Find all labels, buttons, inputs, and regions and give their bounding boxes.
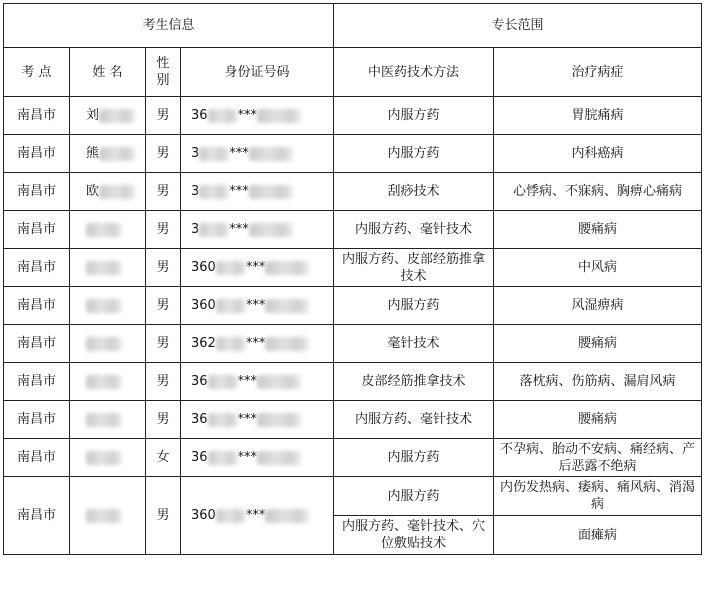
- cell-site: 南昌市: [4, 439, 70, 477]
- id-mask-asterisks: ***: [237, 412, 258, 427]
- cell-gender: 男: [146, 211, 181, 249]
- cell-site: 南昌市: [4, 173, 70, 211]
- cell-name: [70, 477, 146, 555]
- id-redaction-blur-left: [208, 109, 238, 123]
- table-row: [4, 287, 702, 325]
- cell-site: 南昌市: [4, 211, 70, 249]
- id-redaction-blur-left: [208, 375, 238, 389]
- id-mask-asterisks: ***: [245, 298, 266, 313]
- id-redaction-blur-left: [216, 337, 246, 351]
- column-header-site: 考 点: [4, 48, 70, 97]
- group-header-specialty-scope: 专长范围: [334, 4, 702, 48]
- id-mask-asterisks: ***: [229, 184, 249, 199]
- name-visible-fragment: 欧: [86, 184, 100, 199]
- group-header-row: [4, 4, 702, 48]
- id-redaction-blur-left: [199, 147, 229, 161]
- cell-treated-disease: 落枕病、伤筋病、漏肩风病: [494, 363, 702, 401]
- cell-id-number: [181, 287, 334, 325]
- examinee-table: [3, 3, 702, 555]
- id-mask-asterisks: ***: [245, 260, 266, 275]
- id-mask-asterisks: ***: [237, 450, 258, 465]
- cell-site: 南昌市: [4, 363, 70, 401]
- cell-id-number: [181, 439, 334, 477]
- cell-gender: 男: [146, 97, 181, 135]
- id-redaction-blur-left: [199, 185, 229, 199]
- cell-tcm-method: 内服方药: [334, 439, 494, 477]
- cell-id-number: [181, 325, 334, 363]
- name-redaction-blur: [86, 223, 122, 237]
- cell-id-number: [181, 135, 334, 173]
- id-visible-fragment: 3: [191, 222, 200, 237]
- cell-id-number: [181, 363, 334, 401]
- cell-site: 南昌市: [4, 477, 70, 555]
- id-redaction-blur-right: [257, 375, 301, 389]
- cell-tcm-method: 皮部经筋推拿技术: [334, 363, 494, 401]
- id-redaction-blur-left: [216, 261, 246, 275]
- column-header-id-number: 身份证号码: [181, 48, 334, 97]
- name-redaction-blur: [86, 261, 122, 275]
- name-redaction-blur: [99, 109, 135, 123]
- cell-gender: 男: [146, 401, 181, 439]
- cell-tcm-method: 内服方药、皮部经筋推拿技术: [334, 249, 494, 287]
- cell-site: 南昌市: [4, 249, 70, 287]
- group-header-examinee-info: 考生信息: [4, 4, 334, 48]
- id-redaction-blur-left: [199, 223, 229, 237]
- name-redaction-blur: [86, 509, 122, 523]
- id-mask-asterisks: ***: [229, 222, 249, 237]
- cell-site: 南昌市: [4, 287, 70, 325]
- cell-gender: 女: [146, 439, 181, 477]
- column-header-name: 姓 名: [70, 48, 146, 97]
- column-header-tcm-method: 中医药技术方法: [334, 48, 494, 97]
- column-header-gender: 性别: [146, 48, 181, 97]
- id-mask-asterisks: ***: [245, 508, 266, 523]
- cell-gender: 男: [146, 249, 181, 287]
- name-redaction-blur: [86, 337, 122, 351]
- id-redaction-blur-right: [265, 261, 309, 275]
- id-redaction-blur-right: [257, 109, 301, 123]
- table-body: [4, 97, 702, 555]
- table-row: [4, 363, 702, 401]
- cell-treated-disease: 中风病: [494, 249, 702, 287]
- name-redaction-blur: [86, 375, 122, 389]
- id-redaction-blur-left: [216, 509, 246, 523]
- cell-id-number: [181, 211, 334, 249]
- cell-tcm-method: 内服方药、毫针技术: [334, 211, 494, 249]
- id-redaction-blur-right: [265, 299, 309, 313]
- cell-id-number: [181, 97, 334, 135]
- cell-tcm-method: 内服方药: [334, 477, 494, 516]
- cell-name: [70, 97, 146, 135]
- name-redaction-blur: [86, 413, 122, 427]
- table-row: [4, 211, 702, 249]
- table-row: [4, 325, 702, 363]
- id-visible-fragment: 360: [191, 260, 216, 275]
- cell-name: [70, 439, 146, 477]
- cell-id-number: [181, 401, 334, 439]
- cell-tcm-method: 内服方药: [334, 97, 494, 135]
- cell-tcm-method: 内服方药、毫针技术、穴位敷贴技术: [334, 516, 494, 555]
- name-redaction-blur: [99, 185, 135, 199]
- cell-id-number: [181, 249, 334, 287]
- id-redaction-blur-left: [216, 299, 246, 313]
- id-visible-fragment: 362: [191, 336, 216, 351]
- id-mask-asterisks: ***: [245, 336, 266, 351]
- cell-gender: 男: [146, 363, 181, 401]
- cell-gender: 男: [146, 477, 181, 555]
- table-row: [4, 97, 702, 135]
- cell-name: [70, 401, 146, 439]
- cell-name: [70, 211, 146, 249]
- table-row: [4, 173, 702, 211]
- cell-tcm-method: 内服方药: [334, 135, 494, 173]
- cell-name: [70, 363, 146, 401]
- table-row: [4, 401, 702, 439]
- column-header-row: [4, 48, 702, 97]
- cell-name: [70, 287, 146, 325]
- cell-gender: 男: [146, 173, 181, 211]
- cell-treated-disease: 不孕病、胎动不安病、痛经病、产后恶露不绝病: [494, 439, 702, 477]
- table-row: [4, 439, 702, 477]
- name-redaction-blur: [86, 451, 122, 465]
- cell-name: [70, 325, 146, 363]
- id-redaction-blur-left: [208, 451, 238, 465]
- id-redaction-blur-right: [249, 185, 293, 199]
- name-redaction-blur: [86, 299, 122, 313]
- column-header-treated-disease: 治疗病症: [494, 48, 702, 97]
- cell-id-number: [181, 477, 334, 555]
- cell-treated-disease: 内科癌病: [494, 135, 702, 173]
- id-redaction-blur-right: [265, 337, 309, 351]
- id-mask-asterisks: ***: [229, 146, 249, 161]
- id-visible-fragment: 36: [191, 108, 208, 123]
- id-visible-fragment: 36: [191, 412, 208, 427]
- table-row: [4, 135, 702, 173]
- name-visible-fragment: 熊: [86, 146, 100, 161]
- cell-gender: 男: [146, 287, 181, 325]
- cell-treated-disease: 腰痛病: [494, 211, 702, 249]
- id-visible-fragment: 360: [191, 298, 216, 313]
- id-redaction-blur-right: [265, 509, 309, 523]
- cell-site: 南昌市: [4, 401, 70, 439]
- cell-treated-disease: 风湿痹病: [494, 287, 702, 325]
- id-redaction-blur-right: [257, 451, 301, 465]
- cell-tcm-method: 内服方药、毫针技术: [334, 401, 494, 439]
- id-mask-asterisks: ***: [237, 108, 258, 123]
- id-visible-fragment: 3: [191, 146, 200, 161]
- id-redaction-blur-right: [249, 223, 293, 237]
- id-redaction-blur-left: [208, 413, 238, 427]
- cell-treated-disease: 内伤发热病、痿病、痛风病、消渴病: [494, 477, 702, 516]
- cell-site: 南昌市: [4, 135, 70, 173]
- id-visible-fragment: 3: [191, 184, 200, 199]
- cell-treated-disease: 胃脘痛病: [494, 97, 702, 135]
- table-row-last-part1: [4, 477, 702, 516]
- id-visible-fragment: 36: [191, 450, 208, 465]
- cell-id-number: [181, 173, 334, 211]
- cell-site: 南昌市: [4, 325, 70, 363]
- cell-tcm-method: 毫针技术: [334, 325, 494, 363]
- id-redaction-blur-right: [249, 147, 293, 161]
- name-redaction-blur: [99, 147, 135, 161]
- cell-treated-disease: 腰痛病: [494, 401, 702, 439]
- id-visible-fragment: 360: [191, 508, 216, 523]
- cell-tcm-method: 内服方药: [334, 287, 494, 325]
- cell-name: [70, 173, 146, 211]
- cell-treated-disease: 心悸病、不寐病、胸痹心痛病: [494, 173, 702, 211]
- cell-site: 南昌市: [4, 97, 70, 135]
- cell-gender: 男: [146, 325, 181, 363]
- id-mask-asterisks: ***: [237, 374, 258, 389]
- cell-treated-disease: 腰痛病: [494, 325, 702, 363]
- cell-tcm-method: 刮痧技术: [334, 173, 494, 211]
- cell-treated-disease: 面瘫病: [494, 516, 702, 555]
- id-visible-fragment: 36: [191, 374, 208, 389]
- name-visible-fragment: 刘: [86, 108, 100, 123]
- id-redaction-blur-right: [257, 413, 301, 427]
- cell-name: [70, 135, 146, 173]
- cell-gender: 男: [146, 135, 181, 173]
- table-row: [4, 249, 702, 287]
- cell-name: [70, 249, 146, 287]
